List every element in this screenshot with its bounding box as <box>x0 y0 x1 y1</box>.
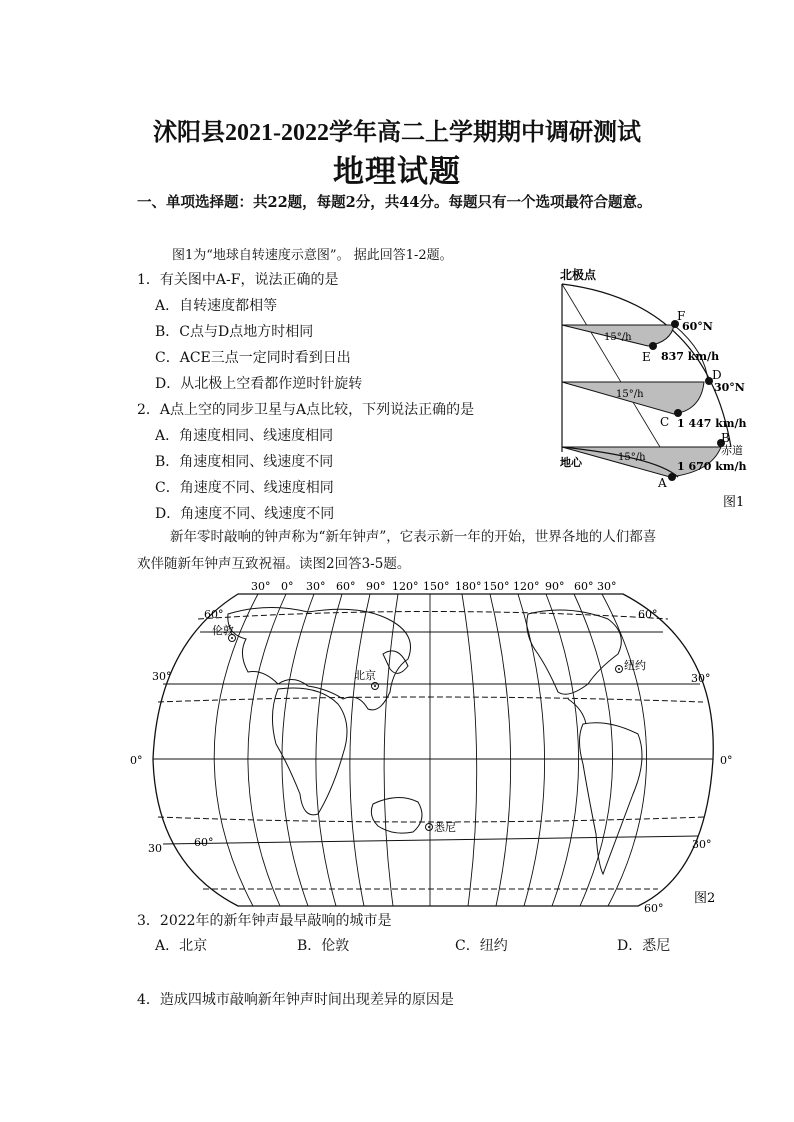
north-pole-label: 北极点 <box>560 268 597 282</box>
lat-label-60n-left: 60° <box>204 608 224 621</box>
lat-label-eq-right: 0° <box>720 754 733 767</box>
rate-label-0: 15°/h <box>618 452 646 463</box>
figure2-caption: 图2 <box>694 891 716 906</box>
figure1-intro: 图1为“地球自转速度示意图”。 据此回答1-2题。 <box>172 248 453 263</box>
label-d: D <box>712 368 722 382</box>
lon-label-3: 60° <box>336 580 356 593</box>
lat-30s-line <box>163 836 698 844</box>
speed-60-label: 837 km/h <box>661 350 720 363</box>
lon-label-8: 150° <box>483 580 510 593</box>
question-2-option-b: B．角速度相同、线速度不同 <box>155 454 334 470</box>
label-e: E <box>642 350 651 364</box>
lon-label-2: 30° <box>306 580 326 593</box>
speed-30-label: 1 447 km/h <box>677 417 747 430</box>
lon-label-12: 30° <box>597 580 617 593</box>
lat-label-30n-right: 30° <box>691 672 711 685</box>
lat-label-60s-inner: 60° <box>194 836 214 849</box>
question-1-option-c: C．ACE三点一定同时看到日出 <box>155 350 351 366</box>
label-a: A <box>658 476 667 490</box>
question-2-option-d: D．角速度不同、线速度不同 <box>155 506 335 522</box>
figure1-caption: 图1 <box>723 495 745 510</box>
city-london-label: 伦敦 <box>212 624 234 637</box>
lon-label-6: 150° <box>423 580 450 593</box>
label-f: F <box>677 309 686 323</box>
label-c: C <box>660 415 670 429</box>
rate-label-60: 15°/h <box>604 332 632 343</box>
earth-rotation-diagram <box>556 262 756 512</box>
question-3-option-d: D．悉尼 <box>617 938 671 954</box>
lon-label-11: 60° <box>574 580 594 593</box>
continents <box>228 607 642 874</box>
earth-center-label: 地心 <box>560 456 582 469</box>
lon-label-5: 120° <box>392 580 419 593</box>
lat30-label: 30°N <box>714 381 745 394</box>
question-2-stem: 2．A点上空的同步卫星与A点比较，下列说法正确的是 <box>137 402 475 418</box>
figure2-intro: 新年零时敲响的钟声称为“新年钟声”，它表示新一年的开始，世界各地的人们都喜欢伴随新年钟声互致祝福。读图2回答3-5题。 <box>137 529 657 572</box>
rate-label-30: 15°/h <box>616 389 644 400</box>
exam-subtitle: 地理试题 <box>333 154 461 190</box>
question-2-option-c: C．角速度不同、线速度相同 <box>155 480 334 496</box>
question-1-stem: 1．有关图中A-F，说法正确的是 <box>137 272 339 288</box>
lat60-label: 60°N <box>682 320 713 333</box>
section-heading: 一、单项选择题：共22题，每题2分，共44分。每题只有一个选项最符合题意。 <box>137 194 652 211</box>
point-c <box>674 409 682 417</box>
lon-label-7: 180° <box>455 580 482 593</box>
question-2-option-a: A．角速度相同、线速度相同 <box>155 428 334 444</box>
lat-label-30s-left: 30 <box>148 842 162 855</box>
lon-label-1: 0° <box>281 580 294 593</box>
lat-label-60s-right: 60° <box>644 902 664 915</box>
speed-0-label: 1 670 km/h <box>677 460 747 473</box>
question-1-option-d: D．从北极上空看都作逆时针旋转 <box>155 376 363 392</box>
lat-label-60n-right: 60° <box>638 608 658 621</box>
question-3-option-b: B．伦敦 <box>297 938 350 954</box>
tropic-cancer-line <box>158 697 703 702</box>
question-3-option-c: C．纽约 <box>455 938 508 954</box>
lat-label-eq-left: 0° <box>130 754 143 767</box>
question-1-option-a: A．自转速度都相等 <box>155 298 278 314</box>
equator-label: 赤道 <box>721 444 743 457</box>
lon-label-10: 90° <box>545 580 565 593</box>
lon-label-4: 90° <box>366 580 386 593</box>
question-1-option-b: B．C点与D点地方时相同 <box>155 324 314 340</box>
city-sydney-label: 悉尼 <box>434 821 456 834</box>
point-a <box>668 473 676 481</box>
lon-label-0: 30° <box>251 580 271 593</box>
city-beijing-label: 北京 <box>354 669 376 682</box>
world-map <box>128 574 748 920</box>
question-3-stem: 3．2022年的新年钟声最早敲响的城市是 <box>137 913 392 929</box>
lon-label-9: 120° <box>513 580 540 593</box>
lat-label-30n-left: 30° <box>152 670 172 683</box>
exam-title: 沭阳县2021-2022学年高二上学期期中调研测试 <box>153 120 641 146</box>
question-4-stem: 4．造成四城市敲响新年钟声时间出现差异的原因是 <box>137 992 454 1008</box>
label-b: B <box>721 431 730 445</box>
question-3-option-a: A．北京 <box>155 938 208 954</box>
lat-label-30s-right: 30° <box>692 838 712 851</box>
point-e <box>649 342 657 350</box>
city-newyork-label: 纽约 <box>624 659 646 672</box>
